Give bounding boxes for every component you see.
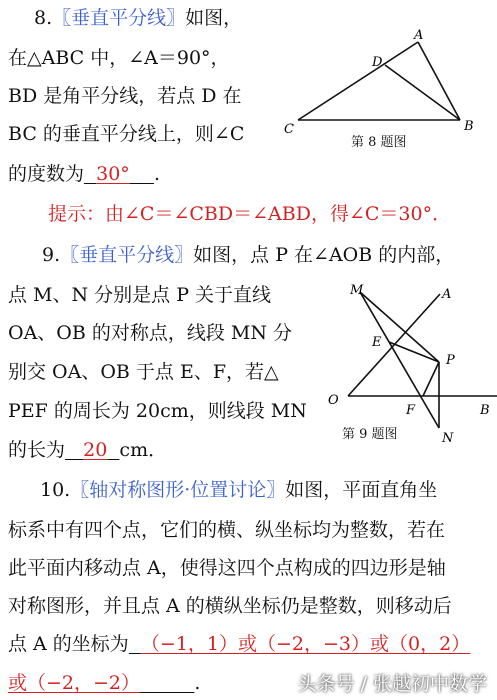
segment-BD: [385, 65, 460, 120]
q9-text: 如图，点 P 在∠AOB 的内部，: [193, 244, 455, 266]
q10-line4: 对称图形，并且点 A 的横纵坐标仍是整数，则移动后: [8, 595, 452, 617]
label-P: P: [446, 353, 455, 368]
q8-line5: [8, 162, 160, 186]
q9-line6: [8, 438, 167, 462]
ray-OA: [348, 294, 440, 396]
label-N: N: [442, 431, 454, 446]
q9-topic-tag: 〖垂直平分线〗: [60, 244, 194, 266]
q8-topic-tag: 〖垂直平分线〗: [52, 7, 186, 29]
q8-text: 的度数为: [8, 163, 85, 185]
label-O: O: [328, 393, 339, 408]
q8-text: .: [153, 163, 161, 185]
segment-PF: [423, 362, 439, 396]
q9-line2: 点 M、N 分别是点 P 关于直线: [8, 284, 272, 306]
q10-topic-tag: 〖轴对称图形·位置讨论〗: [70, 479, 286, 501]
q8-number: 8.: [34, 7, 53, 29]
label-A: A: [442, 287, 452, 302]
watermark: 头条号 / 张越初中数学: [297, 673, 487, 695]
q9-text: 的长为: [8, 439, 66, 461]
q9-text: cm．: [119, 439, 168, 461]
segment-CA: [298, 42, 418, 120]
label-C: C: [284, 122, 294, 137]
q10-text: 点 A 的坐标为: [8, 633, 129, 655]
q8-hint: 提示：由∠C＝∠CBD＝∠ABD，得∠C＝30°．: [48, 203, 452, 225]
q8-line2: 在△ABC 中，∠A＝90°，: [8, 47, 230, 69]
q8-figure: [278, 28, 483, 163]
q9-line1: [42, 243, 454, 267]
q10-line6: [8, 671, 200, 695]
q10-text: 如图，平面直角坐: [285, 479, 438, 501]
q9-answer: 20: [83, 439, 108, 461]
label-B: B: [480, 403, 490, 418]
segment-MP: [360, 292, 439, 362]
q8-answer: 30°: [96, 163, 130, 185]
label-A: A: [414, 28, 424, 43]
label-D: D: [372, 55, 383, 70]
label-B: B: [464, 119, 474, 134]
q10-text: .: [194, 672, 201, 694]
q10-answer-part2: 或（−2，−2）: [8, 672, 141, 694]
q10-line2: 标系中有四个点，它们的横、纵坐标均为整数，若在: [8, 519, 446, 541]
q9-figure: [322, 278, 497, 450]
q10-line1: [40, 478, 437, 502]
q10-answer-part1: （−1，1）或（−2，−3）或（0，2）: [140, 633, 471, 655]
label-E: E: [372, 335, 382, 350]
q10-number: 10.: [40, 479, 71, 501]
q9-line4: 别交 OA、OB 于点 E、F，若△: [8, 361, 279, 383]
q9-figure-caption: 第 9 题图: [342, 427, 398, 442]
label-M: M: [350, 283, 364, 298]
q10-line3: 此平面内移动点 A，使得这四个点构成的四边形是轴: [8, 557, 446, 579]
segment-AB: [418, 42, 460, 120]
q9-line3: OA、OB 的对称点，线段 MN 分: [8, 322, 293, 344]
q8-line3: BD 是角平分线，若点 D 在: [8, 85, 242, 107]
q9-line5: PEF 的周长为 20cm，则线段 MN: [8, 400, 307, 422]
q8-line1: [34, 6, 242, 30]
q10-line5: [8, 632, 470, 656]
q8-line4: BC 的垂直平分线上，则∠C: [8, 123, 245, 145]
q8-figure-caption: 第 8 题图: [351, 135, 407, 150]
label-F: F: [406, 403, 416, 418]
segment-EP: [389, 342, 439, 362]
q9-number: 9.: [42, 244, 61, 266]
q8-text: 如图，: [185, 7, 243, 29]
segment-MN: [360, 292, 439, 428]
